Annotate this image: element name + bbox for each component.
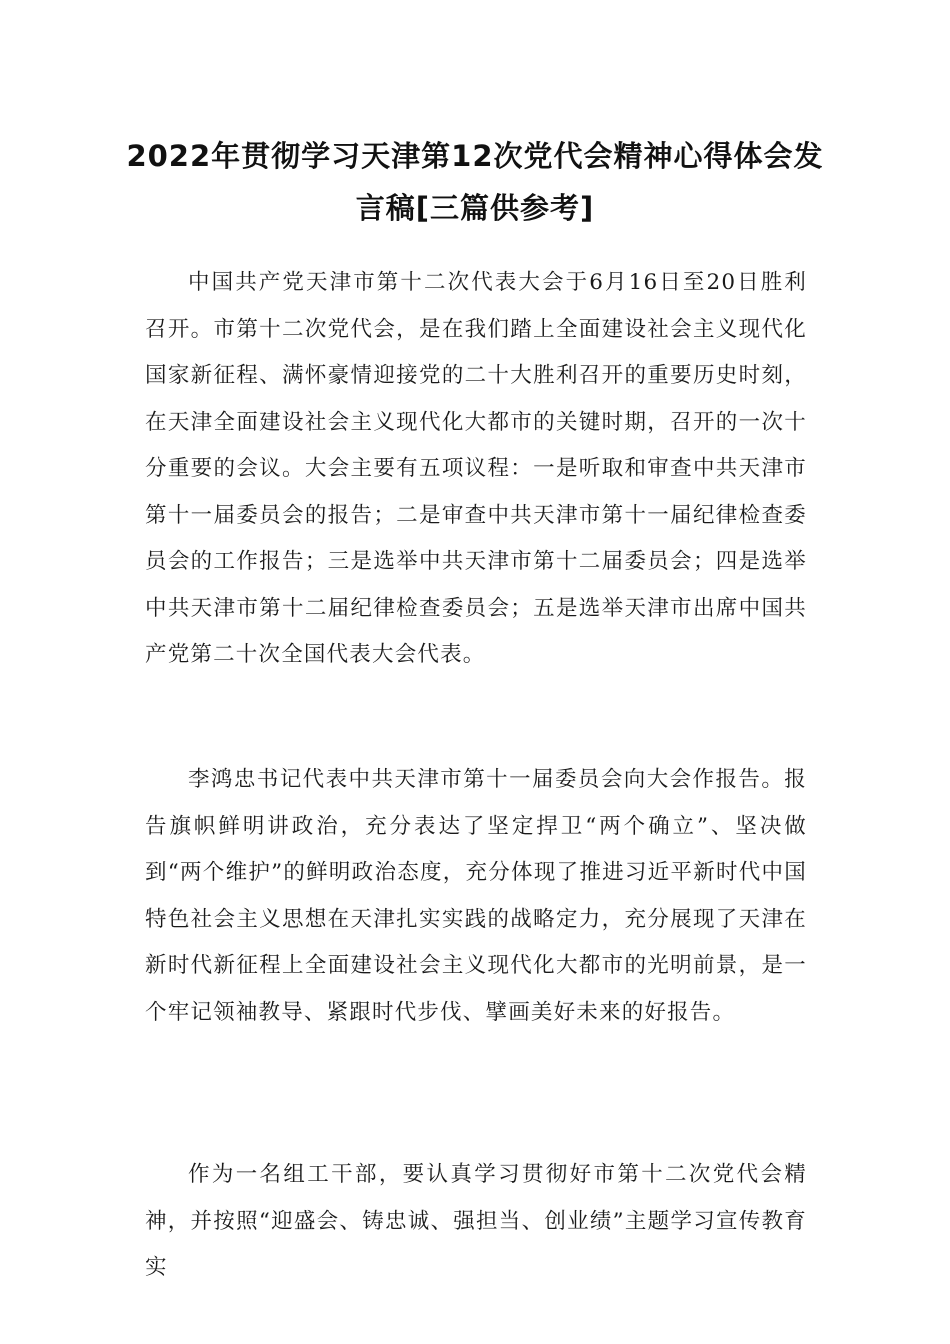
paragraph-1: 中国共产党天津市第十二次代表大会于6月16日至20日胜利召开。市第十二次党代会，是在我们踏上全面建设社会主义现代化国家新征程、满怀豪情迎接党的二十大胜利召开的重要历史时刻，在天津全面建设社会主义现代化大都市的关键时期，召开的一次十分重要的会议。大会主要有五项议程：一是听取和审查中共天津市第十一届委员会的报告；二是审查中共天津市第十一届纪律检查委员会的工作报告；三是选举中共天津市第十二届委员会；四是选举中共天津市第十二届纪律检查委员会；五是选举天津市出席中国共产党第二十次全国代表大会代表。 [145,270,807,667]
paragraph-3: 作为一名组工干部，要认真学习贯彻好市第十二次党代会精神，并按照“迎盛会、铸忠诚、强担当、创业绩”主题学习宣传教育实 [145,1162,807,1280]
paragraph-2: 李鸿忠书记代表中共天津市第十一届委员会向大会作报告。报告旗帜鲜明讲政治，充分表达了坚定捍卫“两个确立”、坚决做到“两个维护”的鲜明政治态度，充分体现了推进习近平新时代中国特色社会主义思想在天津扎实实践的战略定力，充分展现了天津在新时代新征程上全面建设社会主义现代化大都市的光明前景，是一个牢记领袖教导、紧跟时代步伐、擘画美好未来的好报告。 [145,767,807,1025]
document-title: 2022年贯彻学习天津第12次党代会精神心得体会发言稿[三篇供参考] [126,139,824,225]
